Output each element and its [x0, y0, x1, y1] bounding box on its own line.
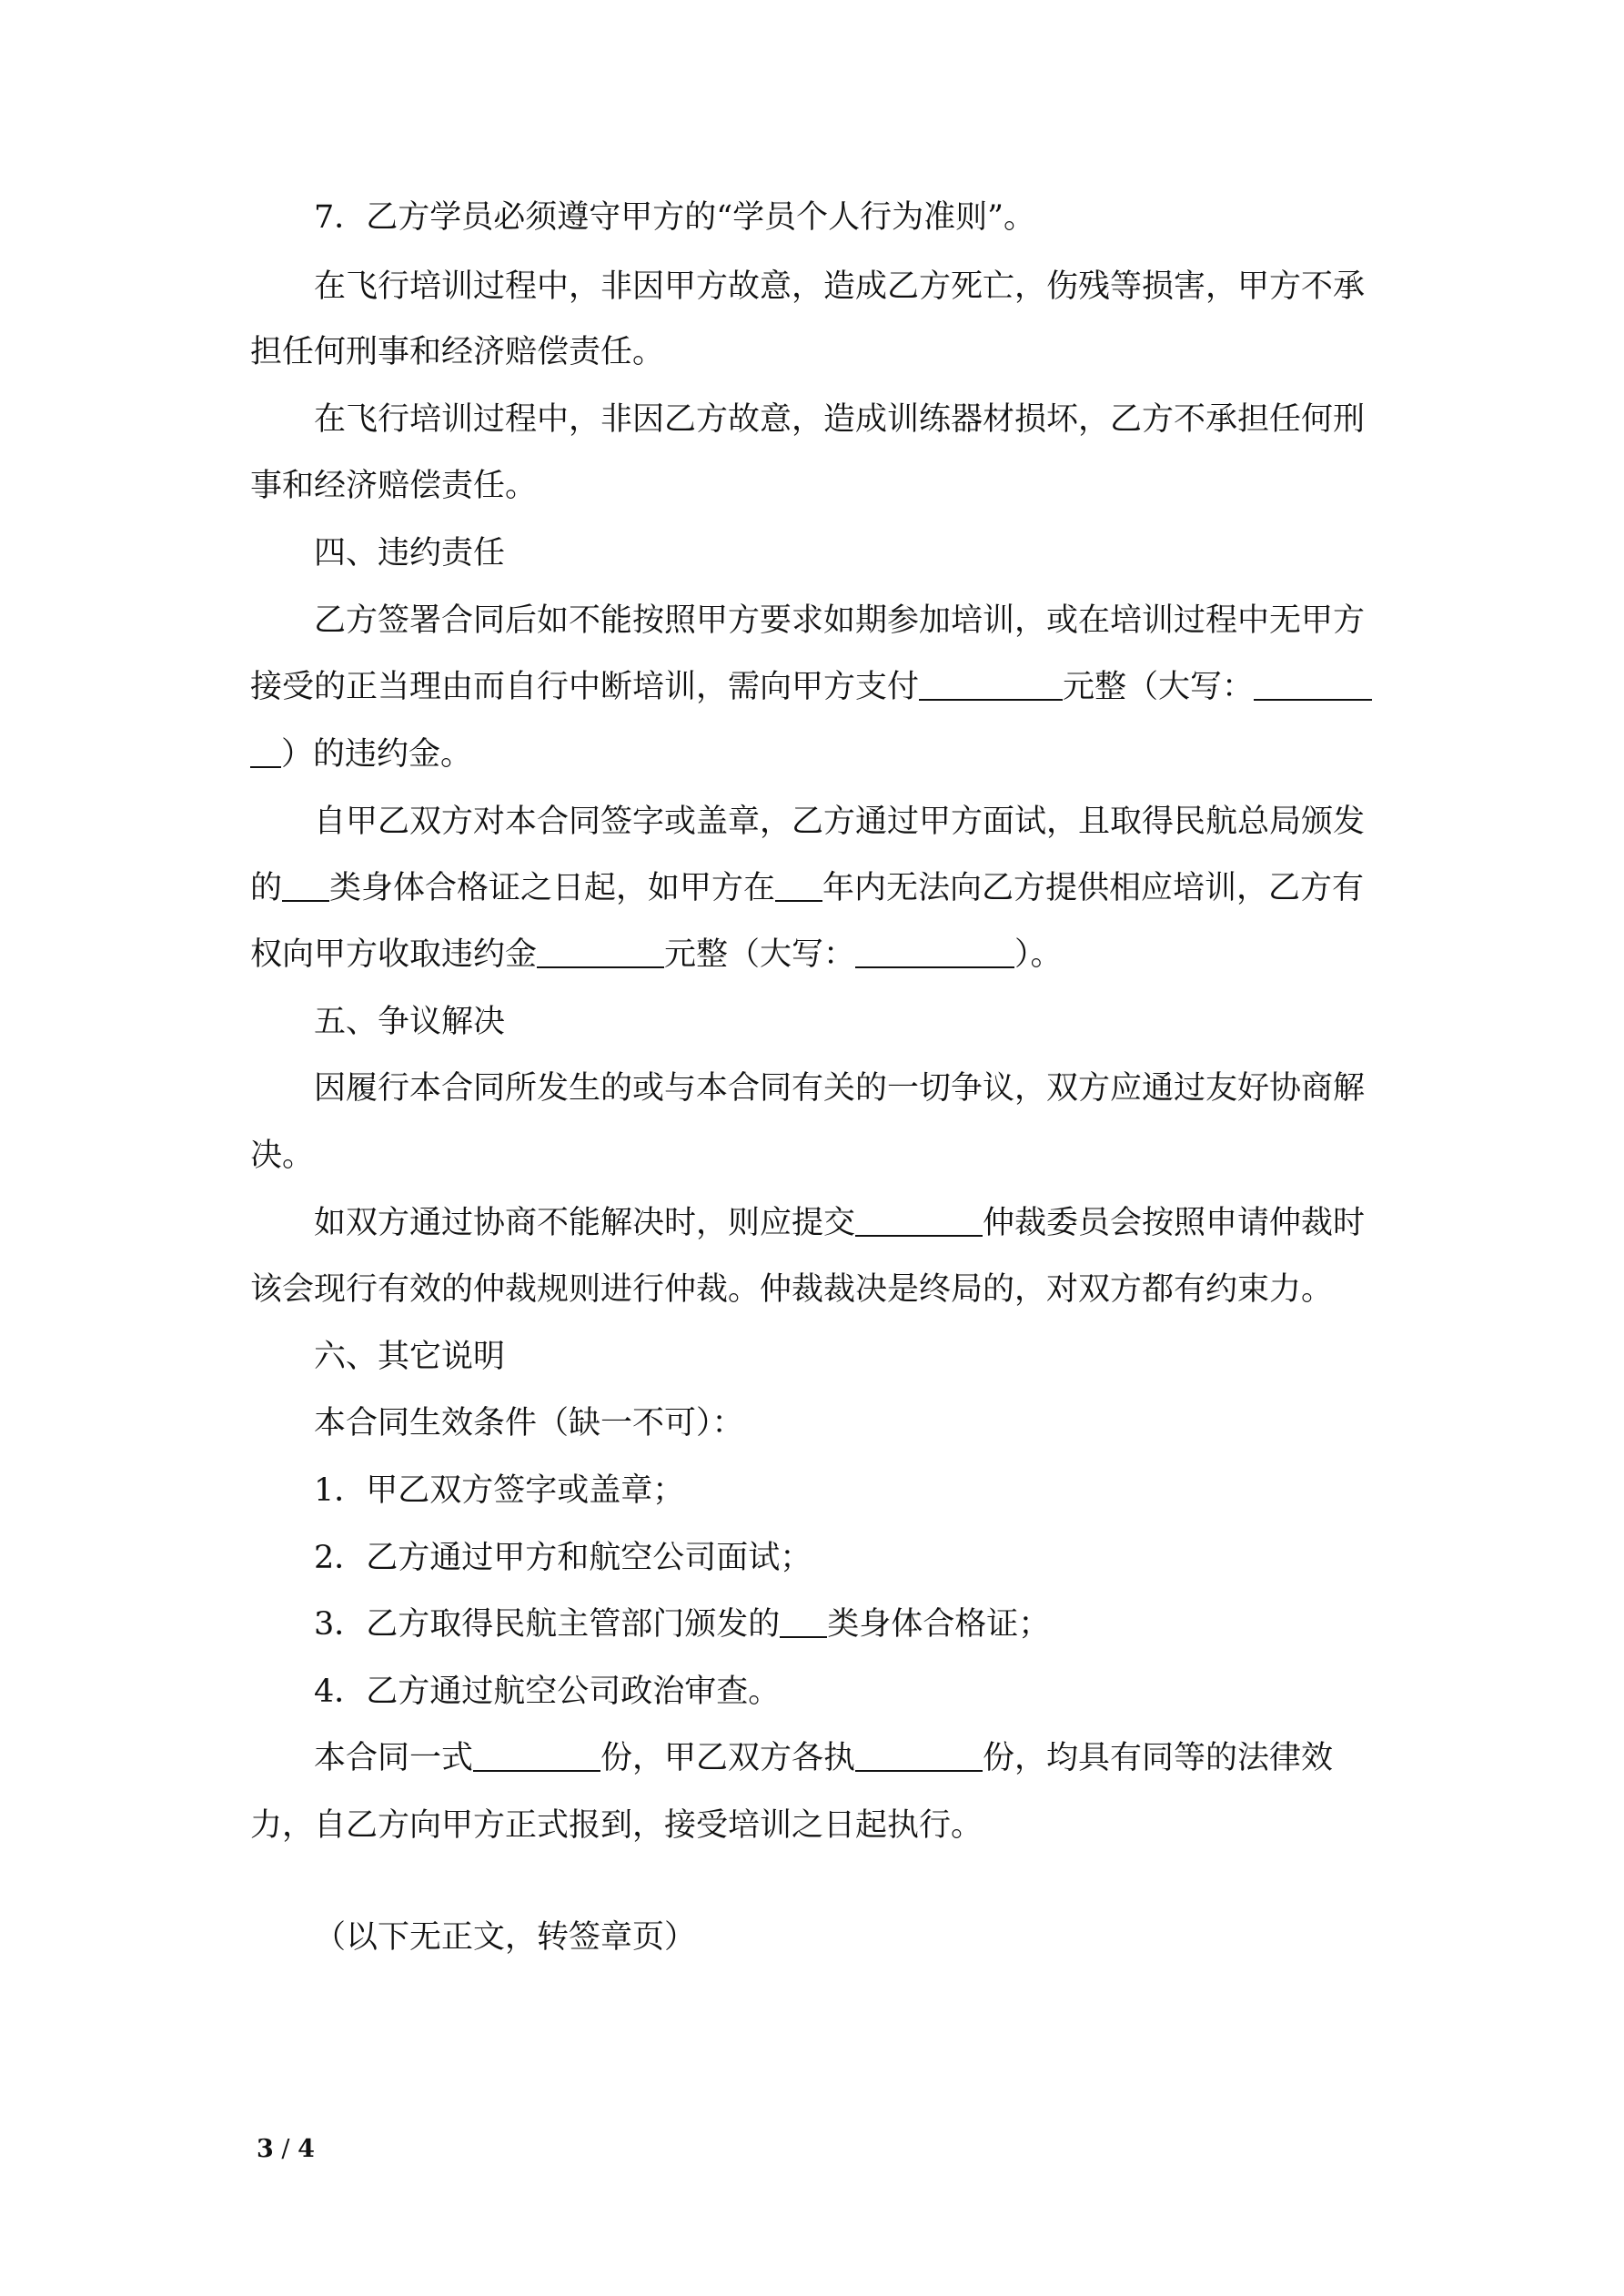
condition-item-3 [314, 1602, 1050, 1647]
section-heading-other: 六、其它说明 [314, 1339, 506, 1375]
copies-text-a: 本合同一式 [314, 1740, 474, 1776]
section-heading-dispute: 五、争议解决 [314, 1004, 506, 1040]
cert-text-f: ）。 [1014, 936, 1063, 973]
paragraph-breach-line2 [250, 664, 1372, 710]
copies-text-b: 份，甲乙双方各执 [600, 1740, 856, 1776]
arbitration-text-a: 如双方通过协商不能解决时，则应提交 [314, 1205, 856, 1241]
section-heading-breach: 四、违约责任 [314, 535, 506, 571]
paragraph-flight-equipment-line2: 事和经济赔偿责任。 [250, 468, 538, 504]
blank-copies-each [855, 1743, 983, 1772]
clause-item-7: 7．乙方学员必须遵守甲方的“学员个人行为准则”。 [314, 199, 1036, 236]
blank-amount-uppercase [1254, 672, 1372, 701]
paragraph-breach-line3 [250, 732, 472, 777]
breach-text-b: 元整（大写： [1063, 669, 1255, 705]
blank-certificate-class [282, 873, 329, 902]
breach-text-c: ）的违约金。 [281, 736, 473, 773]
page-number [257, 2136, 315, 2163]
paragraph-certificate-line3 [250, 932, 1063, 977]
condition-item-1: 1．甲乙双方签字或盖章； [314, 1472, 685, 1509]
blank-arbitration-body [855, 1208, 983, 1237]
paragraph-flight-injury-line2: 担任何刑事和经济赔偿责任。 [250, 334, 665, 370]
cert-text-e: 元整（大写： [664, 936, 856, 973]
paragraph-arbitration-line2: 该会现行有效的仲裁规则进行仲裁。仲裁裁决是终局的，对双方都有约束力。 [250, 1271, 1334, 1308]
end-of-text-note: （以下无正文，转签章页） [314, 1919, 697, 1956]
blank-amount-uppercase-cont [250, 739, 281, 768]
blank-penalty-uppercase [855, 939, 1014, 968]
paragraph-breach-line1: 乙方签署合同后如不能按照甲方要求如期参加培训，或在培训过程中无甲方 [314, 602, 1366, 639]
page-separator: / [273, 2135, 298, 2163]
blank-years [775, 873, 822, 902]
cert-text-d: 权向甲方收取违约金 [250, 936, 538, 973]
paragraph-copies-line1 [314, 1735, 1333, 1781]
blank-certificate-class-2 [780, 1609, 827, 1638]
blank-penalty-amount [537, 939, 664, 968]
blank-total-copies [473, 1743, 600, 1772]
paragraph-arbitration-line1 [314, 1200, 1365, 1246]
blank-amount [919, 672, 1063, 701]
arbitration-text-b: 仲裁委员会按照申请仲裁时 [983, 1205, 1366, 1241]
paragraph-certificate-line2 [250, 865, 1364, 911]
cert-text-c: 年内无法向乙方提供相应培训，乙方有 [822, 870, 1365, 906]
breach-text-a: 接受的正当理由而自行中断培训，需向甲方支付 [250, 669, 920, 705]
paragraph-flight-equipment-line1: 在飞行培训过程中，非因乙方故意，造成训练器材损坏，乙方不承担任何刑 [314, 401, 1366, 438]
current-page-number: 3 [257, 2135, 274, 2163]
condition-3-text-a: 3．乙方取得民航主管部门颁发的 [314, 1606, 781, 1643]
condition-3-text-b: 类身体合格证； [827, 1606, 1051, 1643]
paragraph-certificate-line1: 自甲乙双方对本合同签字或盖章，乙方通过甲方面试，且取得民航总局颁发 [314, 804, 1366, 840]
cert-text-a: 的 [250, 870, 283, 906]
paragraph-dispute-line2: 决。 [250, 1138, 315, 1174]
paragraph-effective-conditions: 本合同生效条件（缺一不可）： [314, 1405, 744, 1441]
condition-item-4: 4．乙方通过航空公司政治审查。 [314, 1674, 781, 1710]
total-pages-number: 4 [298, 2135, 315, 2163]
condition-item-2: 2．乙方通过甲方和航空公司面试； [314, 1540, 812, 1576]
cert-text-b: 类身体合格证之日起，如甲方在 [329, 870, 776, 906]
paragraph-flight-injury-line1: 在飞行培训过程中，非因甲方故意，造成乙方死亡，伤残等损害，甲方不承 [314, 268, 1366, 305]
copies-text-c: 份，均具有同等的法律效 [983, 1740, 1334, 1776]
paragraph-dispute-line1: 因履行本合同所发生的或与本合同有关的一切争议，双方应通过友好协商解 [314, 1070, 1366, 1107]
paragraph-copies-line2: 力，自乙方向甲方正式报到，接受培训之日起执行。 [250, 1807, 983, 1844]
